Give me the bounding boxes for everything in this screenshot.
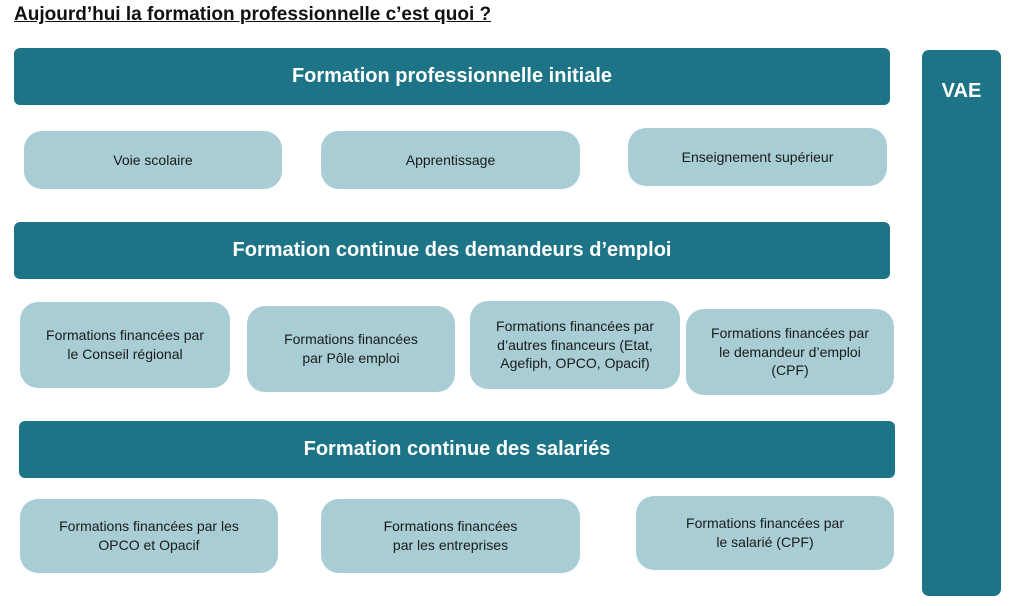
box-enseignement-superieur: Enseignement supérieur [628,128,887,186]
box-conseil-regional: Formations financées par le Conseil régional [20,302,230,388]
box-voie-scolaire: Voie scolaire [24,131,282,189]
box-pole-emploi: Formations financées par Pôle emploi [247,306,455,392]
box-demandeur-emploi-cpf: Formations financées par le demandeur d’emploi (CPF) [686,309,894,395]
section-heading-initiale: Formation professionnelle initiale [14,48,890,105]
box-entreprises: Formations financées par les entreprises [321,499,580,573]
vae-label: VAE [941,80,982,102]
box-autres-financeurs: Formations financées par d’autres financeurs (Etat, Agefiph, OPCO, Opacif) [470,301,680,389]
box-salarie-cpf: Formations financées par le salarié (CPF) [636,496,894,570]
box-opco-opacif: Formations financées par les OPCO et Opacif [20,499,278,573]
page-title: Aujourd’hui la formation professionnelle c’est quoi ? [14,4,492,25]
box-apprentissage: Apprentissage [321,131,580,189]
section-heading-salaries: Formation continue des salariés [19,421,895,478]
vae-column [922,50,1001,596]
section-heading-demandeurs-emploi: Formation continue des demandeurs d’emploi [14,222,890,279]
